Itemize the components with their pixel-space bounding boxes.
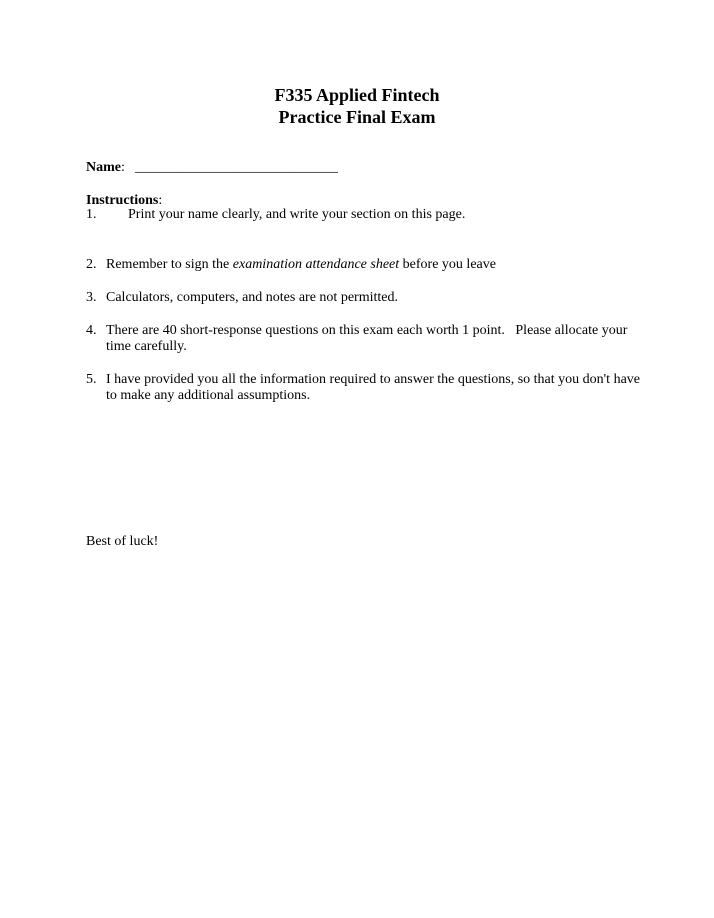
instruction-text: Print your name clearly, and write your section on this page. — [128, 207, 466, 222]
instructions-heading-label: Instructions — [86, 193, 159, 208]
instruction-text: Calculators, computers, and notes are not permitted. — [106, 290, 398, 305]
instruction-number: 5. — [86, 372, 97, 387]
closing-text: Best of luck! — [86, 534, 159, 549]
exam-title: F335 Applied Fintech — [274, 85, 440, 105]
instruction-number: 1. — [86, 207, 97, 222]
instruction-number: 4. — [86, 323, 97, 338]
name-label: Name — [86, 160, 121, 175]
instruction-text: There are 40 short-response questions on this exam each worth 1 point. Please allocate your time carefully. — [106, 323, 631, 354]
instruction-item-4 — [86, 323, 646, 355]
name-blank-line: _____________________________ — [134, 160, 338, 175]
instruction-text-before: Remember to sign the — [106, 257, 233, 272]
instruction-number: 3. — [86, 290, 97, 305]
instruction-text: I have provided you all the information required to answer the questions, so that you don't have to make any additional assumptions. — [106, 372, 641, 403]
instruction-item-5 — [86, 372, 646, 404]
instruction-item-3 — [86, 290, 646, 306]
instruction-text-after: before you leave — [399, 257, 496, 272]
instruction-item-2 — [86, 257, 646, 273]
instruction-text — [106, 257, 646, 273]
name-field — [86, 159, 338, 176]
exam-subtitle: Practice Final Exam — [278, 107, 436, 127]
instruction-emphasis: examination attendance sheet — [232, 257, 400, 272]
instruction-item-1 — [86, 207, 646, 223]
name-label-colon: : — [121, 160, 125, 175]
instruction-number: 2. — [86, 257, 97, 272]
instructions-heading-colon: : — [158, 193, 163, 208]
